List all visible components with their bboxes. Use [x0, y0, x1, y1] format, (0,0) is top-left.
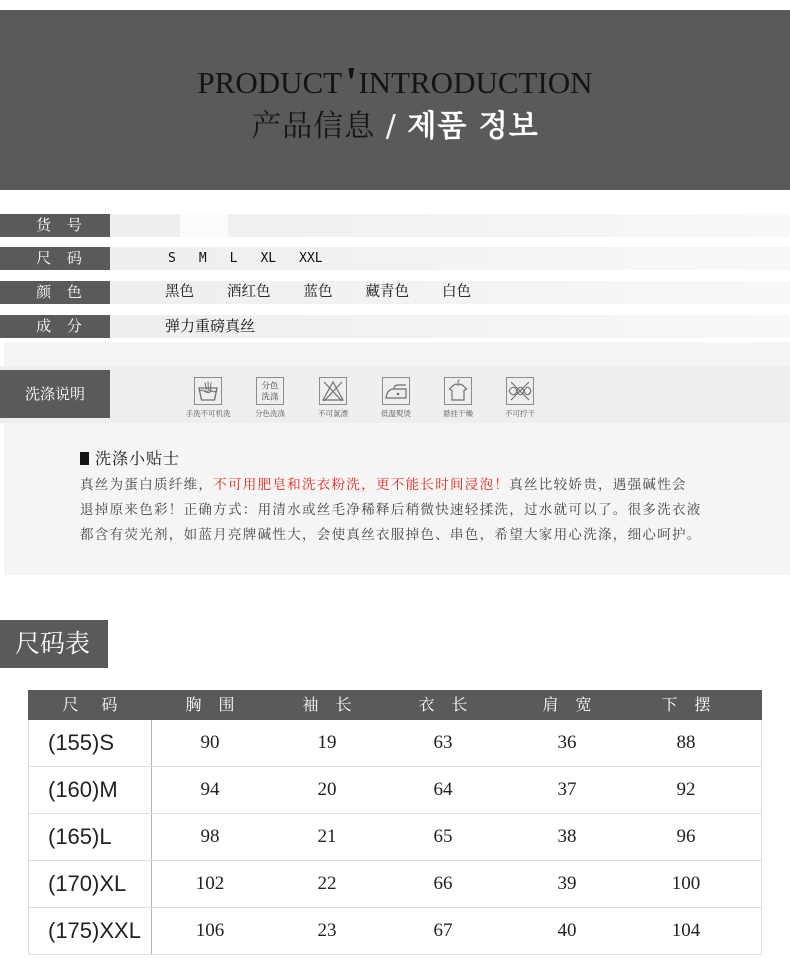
- hand-wash-icon: [193, 376, 223, 406]
- item-number-value: [180, 214, 228, 237]
- hem-cell: 100: [671, 873, 701, 894]
- chest-cell: 98: [200, 826, 220, 847]
- tips-warning: 不可用肥皂和洗衣粉洗，更不能长时间浸泡！: [213, 477, 510, 493]
- size-option: XXL: [299, 251, 323, 266]
- color-option: 酒红色: [227, 284, 271, 300]
- care-caption: 低温熨烫: [381, 409, 411, 418]
- size-option: XL: [260, 251, 277, 266]
- care-symbol: [443, 376, 473, 418]
- washing-label: 洗涤说明: [0, 370, 110, 418]
- info-row-color: [0, 281, 790, 304]
- shoulder-cell: 36: [557, 732, 577, 753]
- page-title: [0, 58, 790, 107]
- page-subtitle: [0, 110, 790, 144]
- no-bleach-icon: [318, 376, 348, 406]
- no-wring-icon: [505, 376, 535, 406]
- sleeve-cell: 19: [317, 732, 337, 753]
- care-caption: 分色洗涤: [255, 409, 285, 418]
- shoulder-cell: 38: [557, 826, 577, 847]
- size-cell: (160)M: [28, 767, 152, 813]
- tips-line: 都含有荧光剂，如蓝月亮牌碱性大，会使真丝衣服掉色、串色，希望大家用心洗涤，细心呵护。: [80, 527, 702, 543]
- size-option: M: [198, 251, 207, 266]
- length-cell: 65: [433, 826, 453, 847]
- care-symbol: [505, 376, 535, 418]
- material-label: 成 分: [0, 315, 110, 338]
- size-options: [168, 247, 323, 270]
- column-header-length: 衣 长: [418, 695, 468, 714]
- bullet-square-icon: [80, 452, 89, 465]
- hang-dry-icon: [443, 376, 473, 406]
- table-row: [28, 908, 762, 955]
- color-option: 黑色: [165, 284, 194, 300]
- hem-cell: 92: [676, 779, 696, 800]
- color-label: 颜 色: [0, 281, 110, 304]
- chest-cell: 90: [200, 732, 220, 753]
- length-cell: 66: [433, 873, 453, 894]
- column-header-shoulder: 肩 宽: [542, 695, 592, 714]
- size-label: 尺 码: [0, 247, 110, 270]
- subtitle-separator: /: [385, 109, 397, 144]
- column-header-size: 尺 码: [62, 695, 118, 714]
- title-product: PRODUCT: [197, 65, 343, 100]
- subtitle-korean: 제품 정보: [407, 109, 539, 144]
- size-cell: (175)XXL: [28, 908, 152, 954]
- size-chart-title: 尺码表: [0, 620, 108, 668]
- table-row: [28, 720, 762, 767]
- sleeve-cell: 22: [317, 873, 337, 894]
- care-caption: 不可氯漂: [318, 409, 348, 418]
- hem-cell: 96: [676, 826, 696, 847]
- tips-line: [80, 473, 702, 498]
- size-cell: (165)L: [28, 814, 152, 860]
- tips-paragraph: [80, 473, 702, 548]
- table-row: [28, 861, 762, 908]
- length-cell: 67: [433, 920, 453, 941]
- care-symbol: [185, 376, 231, 418]
- title-apostrophe: ': [345, 58, 358, 107]
- care-symbol: [255, 376, 285, 418]
- color-option: 藏青色: [365, 284, 409, 300]
- care-caption: 不可拧干: [505, 409, 535, 418]
- shoulder-cell: 39: [557, 873, 577, 894]
- item-number-label: 货 号: [0, 214, 110, 237]
- hem-cell: 88: [676, 732, 696, 753]
- title-introduction: INTRODUCTION: [358, 65, 593, 100]
- separate-wash-icon: [255, 376, 285, 406]
- separate-wash-text-bottom: 洗涤: [261, 392, 279, 403]
- tips-text: 真丝比较娇贵，遇强碱性会: [509, 477, 687, 493]
- sleeve-cell: 23: [317, 920, 337, 941]
- info-row-size: [0, 247, 790, 270]
- tips-text: 真丝为蛋白质纤维，: [80, 477, 214, 493]
- shoulder-cell: 37: [557, 779, 577, 800]
- info-row-material: [0, 315, 790, 338]
- length-cell: 63: [433, 732, 453, 753]
- separate-wash-text-top: 分色: [261, 381, 279, 392]
- shoulder-cell: 40: [557, 920, 577, 941]
- size-cell: (155)S: [28, 720, 152, 766]
- tips-title: 洗涤小贴士: [95, 449, 181, 468]
- size-cell: (170)XL: [28, 861, 152, 907]
- table-header-row: [28, 690, 762, 720]
- table-row: [28, 767, 762, 814]
- tips-line: 退掉原来色彩！正确方式：用清水或丝毛净稀释后稍微快速轻揉洗，过水就可以了。很多洗衣液: [80, 502, 702, 518]
- material-value: 弹力重磅真丝: [165, 317, 256, 335]
- size-table: [28, 690, 762, 955]
- column-header-hem: 下 摆: [661, 695, 711, 714]
- color-options: [165, 281, 471, 304]
- length-cell: 64: [433, 779, 453, 800]
- care-symbol: [381, 376, 411, 418]
- info-row-item-number: [0, 214, 790, 237]
- tips-heading: [80, 450, 180, 468]
- care-caption: 悬挂干燥: [443, 409, 473, 418]
- color-option: 白色: [442, 284, 471, 300]
- size-option: L: [229, 251, 238, 266]
- column-header-sleeve: 袖 长: [302, 695, 352, 714]
- subtitle-chinese: 产品信息: [251, 109, 376, 144]
- hem-cell: 104: [671, 920, 701, 941]
- size-option: S: [168, 251, 176, 266]
- care-caption: 手洗不可机洗: [185, 409, 231, 418]
- chest-cell: 102: [195, 873, 225, 894]
- chest-cell: 94: [200, 779, 220, 800]
- column-header-chest: 胸 围: [185, 695, 235, 714]
- chest-cell: 106: [195, 920, 225, 941]
- color-option: 蓝色: [303, 284, 333, 300]
- sleeve-cell: 20: [317, 779, 337, 800]
- care-symbol: [318, 376, 348, 418]
- header-banner: [0, 10, 790, 190]
- table-row: [28, 814, 762, 861]
- low-iron-icon: [381, 376, 411, 406]
- sleeve-cell: 21: [317, 826, 337, 847]
